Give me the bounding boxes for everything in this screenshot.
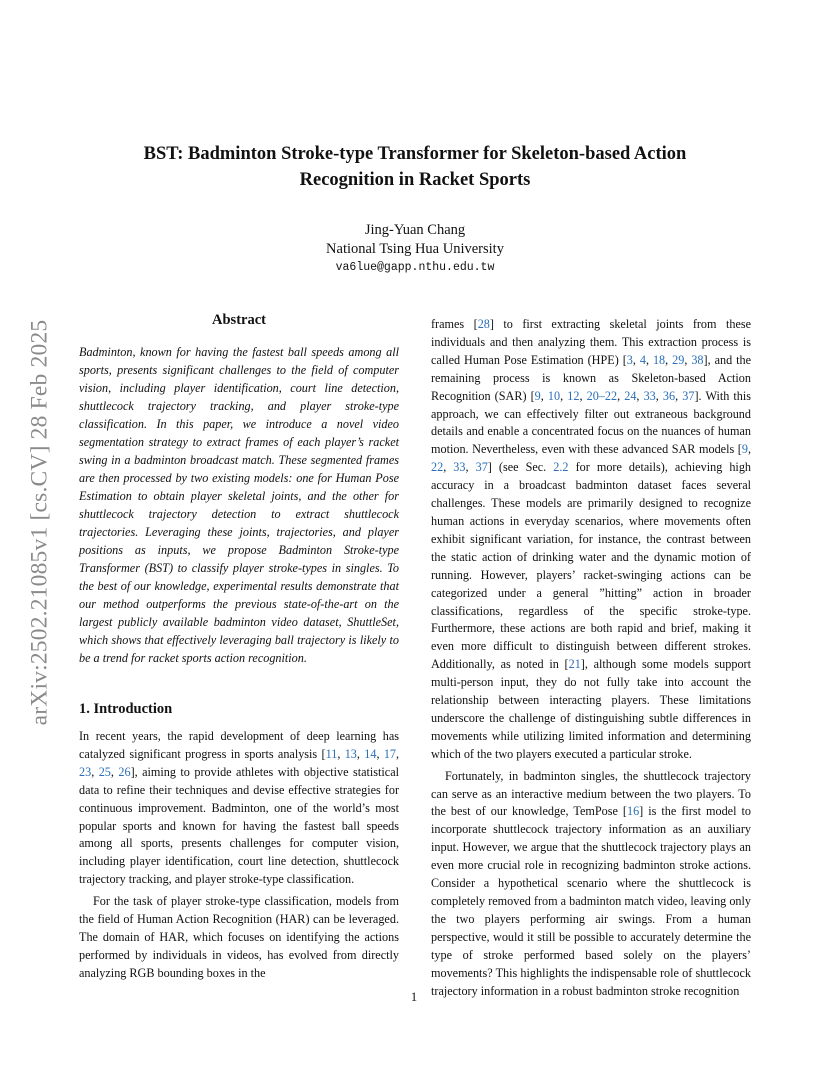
citation-link[interactable]: 18 bbox=[652, 352, 666, 367]
citation-link[interactable]: 37 bbox=[475, 460, 488, 475]
paper-title bbox=[80, 141, 750, 193]
citation-link[interactable]: 13 bbox=[344, 746, 357, 761]
title-line-1: BST: Badminton Stroke-type Transformer for Skeleton-based Action bbox=[143, 144, 687, 164]
right-column bbox=[431, 316, 751, 1000]
intro-paragraph-2: For the task of player stroke-type classification, models from the field of Human Action Recognition (HAR) can be leveraged. The domain of HAR, which focuses on identifying the actions performed by individuals in videos, has evolved from directly analyzing RGB bounding boxes in the bbox=[79, 894, 399, 980]
citation-link[interactable]: 12 bbox=[567, 388, 580, 403]
citation-link[interactable]: 20–22 bbox=[586, 388, 618, 403]
citation-link[interactable]: 26 bbox=[118, 764, 131, 779]
citation-link[interactable]: 25 bbox=[98, 764, 111, 779]
intro-paragraph-1: In recent years, the rapid development of deep learning has catalyzed significant progress in sports analysis [11, 13, 14, 17, 23, 25, 26], aiming to provide athletes with objective statistical data to refine their techniques and devise effective strategies for continuous improvement. Badminton, one of the world’s most popular sports and known for having the fastest ball speeds among all sports, presents challenges for computer vision, including player identification, court line detection, shuttlecock trajectory tracking, and player stroke-type classification. bbox=[79, 729, 400, 887]
citation-link[interactable]: 10 bbox=[547, 388, 561, 403]
author-email: va6lue@gapp.nthu.edu.tw bbox=[335, 261, 495, 274]
citation-link[interactable]: 38 bbox=[691, 352, 704, 367]
citation-link[interactable]: 22 bbox=[431, 460, 444, 475]
citation-link[interactable]: 9 bbox=[534, 388, 541, 403]
author-affiliation: National Tsing Hua University bbox=[326, 241, 504, 257]
author-name: Jing-Yuan Chang bbox=[364, 222, 466, 238]
right-paragraph-2: Fortunately, in badminton singles, the shuttlecock trajectory can serve as an interactive medium between the two players. To the best of our knowledge, TemPose [16] is the first model to incorporate shuttlecock trajectory information as an auxiliary input. However, we argue that the shuttlecock trajectory plays an even more crucial role in recognizing badminton stroke actions. Consider a hypothetical scenario where the shuttlecock is completely removed from a badminton match video, leaving only the two players performing air swings. From a human perspective, would it still be possible to accurately determine the type of stroke performed based solely on the players’ movements? This highlights the indispensable role of shuttlecock trajectory information in a robust badminton stroke recognition bbox=[431, 768, 751, 998]
citation-link[interactable]: 16 bbox=[626, 804, 640, 819]
citation-link[interactable]: 17 bbox=[383, 746, 396, 761]
citation-link[interactable]: 28 bbox=[477, 317, 490, 331]
arxiv-identifier-stamp bbox=[22, 287, 58, 757]
citation-link[interactable]: 33 bbox=[453, 460, 466, 475]
citation-link[interactable]: 33 bbox=[643, 388, 656, 403]
citation-link[interactable]: 14 bbox=[364, 746, 377, 761]
abstract-heading: Abstract bbox=[212, 312, 266, 328]
citation-link[interactable]: 21 bbox=[568, 657, 581, 672]
introduction-heading: 1. Introduction bbox=[79, 701, 173, 717]
arxiv-stamp-text: arXiv:2502.21085v1 [cs.CV] 28 Feb 2025 bbox=[26, 319, 53, 725]
citation-link[interactable]: 11 bbox=[325, 746, 338, 761]
section-reference-link[interactable]: 2.2 bbox=[553, 460, 569, 475]
citation-link[interactable]: 4 bbox=[639, 352, 646, 367]
citation-link[interactable]: 3 bbox=[626, 352, 633, 367]
left-column bbox=[79, 312, 399, 983]
citation-link[interactable]: 36 bbox=[662, 388, 676, 403]
page-number: 1 bbox=[410, 990, 418, 1004]
citation-link[interactable]: 29 bbox=[672, 352, 685, 367]
right-paragraph-1: frames [28] to first extracting skeletal joints from these individuals and then analyzing them. This extraction process is called Human Pose Estimation (HPE) [3, 4, 18, 29, 38], and the remaining process is known as Skeleton-based Action Recognition (SAR) [9, 10, 12, 20–22, 24, 33, 36, 37]. With this approach, we can effectively filter out extraneous background details and enable a concentrated focus on the nuances of human motion. Nevertheless, even with these advanced SAR models [9, 22, 33, 37] (see Sec. 2.2 for more details), achieving high accuracy in a broadcast badminton dataset faces several challenges. These models are primarily designed to recognize human actions in everyday scenarios, where movements often exhibit significant variation, for instance, the contrast between the static action of drinking water and the dynamic motion of running. However, players’ racket-swinging actions can be categorized under a general ”hitting” action in broader classifications, regardless of the specific stroke-type. Furthermore, these actions are both rapid and brief, making it even more difficult to distinguish between different strokes. Additionally, as noted in [21], although some models support multi-person input, they do not fully take into account the relationship between interacting players. These limitations underscore the challenge of distinguishing subtle differences in movements while utilizing limited information and determining which of the two players executed a particular stroke. bbox=[431, 317, 752, 761]
citation-link[interactable]: 24 bbox=[624, 388, 637, 403]
title-line-2: Recognition in Racket Sports bbox=[299, 170, 531, 190]
citation-link[interactable]: 37 bbox=[682, 388, 695, 403]
citation-link[interactable]: 23 bbox=[79, 764, 92, 779]
abstract-text: Badminton, known for having the fastest ball speeds among all sports, presents significant challenges to the field of computer vision, including player identification, court line detection, shuttlecock trajectory tracking, and player stroke-type classification. In this paper, we introduce a novel video segmentation strategy to extract frames of each player’s racket swing in a badminton broadcast match. These segmented frames are then processed by two existing models: one for Human Pose Estimation to obtain player skeletal joints, and the other for shuttlecock trajectory detection to extract shuttlecock trajectories. Leveraging these joints, trajectories, and player positions as inputs, we propose Badminton Stroke-type Transformer (BST) to classify player stroke-types in singles. To the best of our knowledge, experimental results demonstrate that our method outperforms the previous state-of-the-art on the largest publicly available badminton video dataset, ShuttleSet, which shows that effectively leveraging ball trajectory is likely to be a trend for racket sports action recognition. bbox=[79, 345, 399, 665]
citation-link[interactable]: 9 bbox=[741, 442, 748, 457]
